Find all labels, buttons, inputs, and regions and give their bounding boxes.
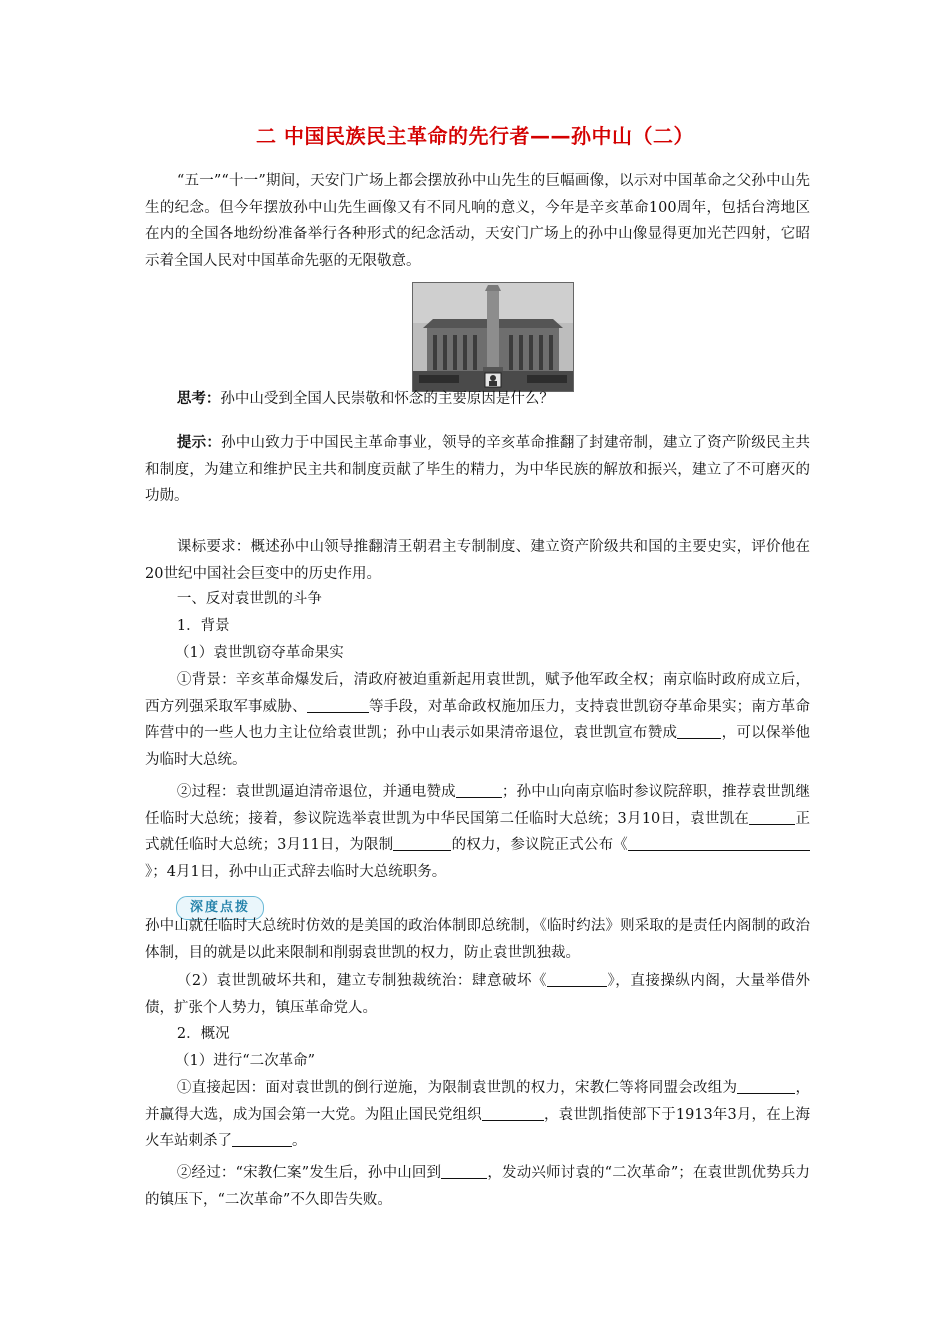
process-text-1: ②过程：袁世凯逼迫清帝退位，并通电赞成 <box>176 784 456 800</box>
blank-field[interactable] <box>441 1164 487 1180</box>
cause-text-1: ①直接起因：面对袁世凯的倒行逆施，为限制袁世凯的权力，宋教仁等将同盟会改组为 <box>176 1080 738 1096</box>
background-text-1: ①背景：辛亥革命爆发后，清政府被迫重新起用袁世凯，赋予他军政全权；南京临时政府成立后，西方列强采取军事威胁、 <box>145 672 810 715</box>
hint-text: 孙中山致力于中国民主革命事业，领导的辛亥革命推翻了封建帝制，建立了资产阶级民主共和制度，为建立和维护民主共和制度贡献了毕生的精力，为中华民族的解放和振兴，建立了不可磨灭的功勋。 <box>145 435 810 504</box>
item-second-revolution: （1）进行“二次革命” <box>175 1053 316 1069</box>
hint-paragraph <box>145 430 810 510</box>
course-text-2: ，发动兴师讨袁的“二次革命”；在袁世凯优势兵力的镇压下，“二次革命”不久即告失败。 <box>145 1165 811 1208</box>
deep-insight-badge: 深度点拨 <box>176 896 264 920</box>
think-label: 思考： <box>176 391 221 407</box>
hint-label: 提示： <box>176 435 222 451</box>
document-title: 二 中国民族民主革命的先行者——孙中山（二） <box>256 124 694 148</box>
blank-field[interactable] <box>547 972 607 988</box>
cause-text-4: 。 <box>292 1133 307 1149</box>
blank-field[interactable] <box>482 1105 544 1121</box>
blank-field[interactable] <box>307 697 369 713</box>
item-yuan-seizes-fruits: （1）袁世凯窃夺革命果实 <box>175 645 344 661</box>
blank-field[interactable] <box>677 724 721 740</box>
dictatorship-text-1: （2）袁世凯破坏共和，建立专制独裁统治：肆意破坏《 <box>176 973 548 989</box>
background-text-2: 等手段，对革命政权施加压力，支持袁世凯窃夺革命果实；南方革命阵营中的一些人也力主让位给袁世凯；孙中山表示如果清帝退位，袁世凯宣布赞成 <box>145 698 810 741</box>
intro-paragraph: “五一”“十一”期间，天安门广场上都会摆放孙中山先生的巨幅画像，以示对中国革命之父孙中山先生的纪念。但今年摆放孙中山先生画像又有不同凡响的意义，今年是辛亥革命100周年，包括台湾地区在内的全国各地纷纷准备举行各种形式的纪念活动，天安门广场上的孙中山像显得更加光芒四射，它昭示着全国人民对中国革命先驱的无限敬意。 <box>145 173 810 269</box>
think-line <box>145 386 810 413</box>
dictatorship-text-2: 》，直接操纵内阁，大量举借外债，扩张个人势力，镇压革命党人。 <box>145 973 810 1016</box>
blank-field[interactable] <box>393 836 451 852</box>
background-text-3: ，可以保举他为临时大总统。 <box>145 725 811 768</box>
blank-field[interactable] <box>749 809 795 825</box>
deep-insight-paragraph: 孙中山就任临时大总统时仿效的是美国的政治体制即总统制，《临时约法》则采取的是责任内阁制的政治体制，目的就是以此来限制和削弱袁世凯的权力，防止袁世凯独裁。 <box>145 918 810 961</box>
blank-field[interactable] <box>737 1079 795 1095</box>
course-paragraph <box>145 1160 810 1213</box>
background-paragraph <box>145 667 810 773</box>
blank-field[interactable] <box>232 1132 292 1148</box>
cause-text-2: ，并赢得大选，成为国会第一大党。为阻止国民党组织 <box>145 1080 810 1123</box>
process-text-5: 》；4月1日，孙中山正式辞去临时大总统职务。 <box>145 863 447 880</box>
subsection-background: 1．背景 <box>176 618 230 634</box>
course-text-1: ②经过：“宋教仁案”发生后，孙中山回到 <box>176 1165 442 1181</box>
think-question: 孙中山受到全国人民崇敬和怀念的主要原因是什么？ <box>220 391 554 407</box>
tiananmen-photo-image <box>413 283 573 391</box>
process-text-3: 正式就任临时大总统；3月11日，为限制 <box>145 810 810 853</box>
blank-field[interactable] <box>456 783 502 799</box>
section-heading: 一、反对袁世凯的斗争 <box>176 591 322 607</box>
curriculum-requirement: 课标要求：概述孙中山领导推翻清王朝君主专制制度、建立资产阶级共和国的主要史实，评价他在20世纪中国社会巨变中的历史作用。 <box>145 539 810 582</box>
tiananmen-photo <box>412 282 574 392</box>
process-paragraph <box>145 779 810 885</box>
process-text-4: 的权力，参议院正式公布《 <box>451 837 628 853</box>
process-text-2: ；孙中山向南京临时参议院辞职，推荐袁世凯继任临时大总统；接着，参议院选举袁世凯为中华民国第二任临时大总统；3月10日，袁世凯在 <box>145 784 811 827</box>
subsection-overview: 2．概况 <box>176 1026 230 1042</box>
cause-text-3: ，袁世凯指使部下于1913年3月，在上海火车站刺杀了 <box>145 1106 810 1149</box>
cause-paragraph <box>145 1075 810 1155</box>
blank-field[interactable] <box>628 836 810 852</box>
dictatorship-paragraph <box>145 968 810 1021</box>
